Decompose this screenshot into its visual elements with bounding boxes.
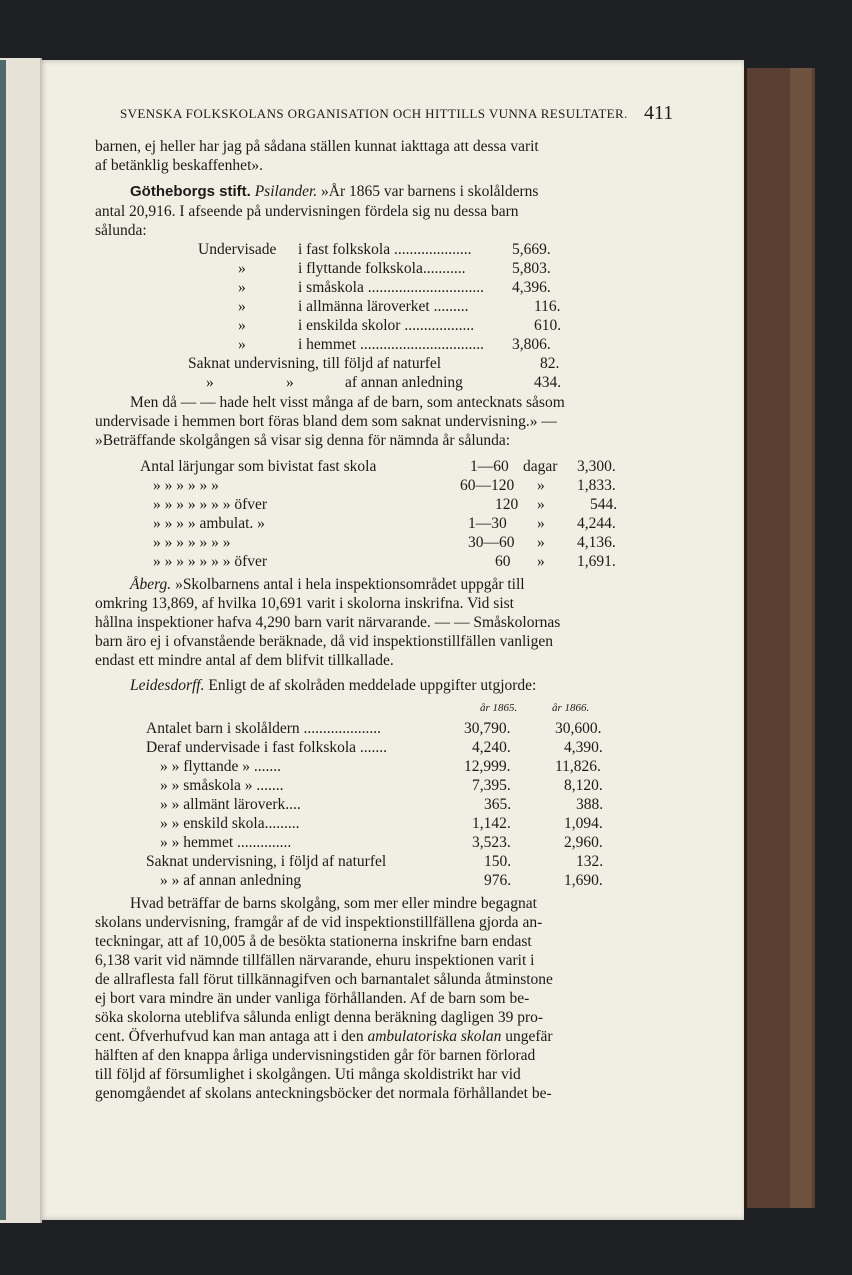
text-line: teckningar, att af 10,005 å de besökta stationerna inskrifne barn endast	[95, 933, 532, 950]
column-header: år 1865.	[480, 702, 518, 714]
table-cell: » » » » » » » öfver	[153, 553, 268, 570]
table-cell: 30—60	[468, 534, 515, 551]
table-value: 976.	[484, 872, 512, 889]
table-value: 4,244.	[577, 515, 616, 532]
table-cell: »	[238, 260, 246, 277]
text-line: af betänklig beskaffenhet».	[95, 157, 263, 174]
table-cell: i fast folkskola ....................	[298, 241, 472, 258]
text-fragment: »År 1865 var barnens i skolålderns	[321, 183, 539, 200]
table-value: 388.	[576, 796, 604, 813]
text-line: till följd af försumlighet i skolgången. Uti många skoldistrikt har vid	[95, 1066, 521, 1083]
table-value: 2,960.	[564, 834, 603, 851]
table-cell: »	[238, 317, 246, 334]
page-number: 411	[644, 102, 674, 124]
table-value: 82.	[540, 355, 560, 372]
text-line: de allraflesta fall förut tillkännagifven och barnantalet sålunda åtminstone	[95, 971, 553, 988]
table-value: 365.	[484, 796, 512, 813]
table-cell: » » flyttande » .......	[160, 758, 281, 775]
table-value: 12,999.	[464, 758, 511, 775]
left-page-edge	[0, 58, 42, 1223]
text-line: barnen, ej heller har jag på sådana ställen kunnat iakttaga att dessa varit	[95, 138, 539, 155]
table-value: 4,136.	[577, 534, 616, 551]
author-name: Leidesdorff.	[130, 677, 205, 694]
table-value: 4,240.	[472, 739, 511, 756]
table-value: 150.	[484, 853, 512, 870]
table-value: 1,094.	[564, 815, 603, 832]
text-line: söka skolorna uteblifva sålunda enligt denna beräkning dagligen 39 pro-	[95, 1009, 544, 1026]
text-fragment: ungefär	[505, 1028, 553, 1045]
table-cell: »	[537, 553, 545, 570]
table-value: 1,691.	[577, 553, 616, 570]
table-value: 4,396.	[512, 279, 551, 296]
table-cell: i enskilda skolor ..................	[298, 317, 475, 334]
text-line: genomgåendet af skolans anteckningsböcker det normala förhållandet be-	[95, 1085, 552, 1102]
text-line: hälften af den knappa årliga undervisningstiden går för barnen förlorad	[95, 1047, 536, 1064]
table-cell: » » » » ambulat. »	[153, 515, 265, 532]
table-cell: af annan anledning	[345, 374, 463, 391]
table-cell: »	[238, 336, 246, 353]
table-cell: » » » » » » »	[153, 534, 231, 551]
text-line: 6,138 varit vid nämnde tillfällen närvarande, ehuru inspektionen varit i	[95, 952, 535, 969]
table-value: 116.	[534, 298, 561, 315]
book-spine	[790, 68, 812, 1208]
author-name: Åberg.	[130, 576, 172, 593]
table-value: 3,300.	[577, 458, 616, 475]
table-cell: »	[238, 279, 246, 296]
table-cell: »	[286, 374, 294, 391]
table-cell: » » hemmet ..............	[160, 834, 292, 851]
table-value: 30,600.	[555, 720, 602, 737]
text-line	[95, 1028, 553, 1046]
emphasis: ambulatoriska skolan	[367, 1028, 502, 1045]
table-cell: » » enskild skola.........	[160, 815, 300, 832]
table-cell: dagar	[523, 458, 558, 475]
table-cell: i flyttande folkskola...........	[298, 260, 466, 277]
text-line: Hvad beträffar de barns skolgång, som mer eller mindre begagnat	[130, 895, 537, 912]
table-value: 3,806.	[512, 336, 551, 353]
aberg-line-1	[130, 576, 525, 594]
running-header: SVENSKA FOLKSKOLANS ORGANISATION OCH HITTILLS VUNNA RESULTATER.	[120, 106, 628, 121]
column-header: år 1866.	[552, 702, 590, 714]
table-cell: Antalet barn i skolåldern ....................	[146, 720, 382, 737]
table-cell: 1—60	[470, 458, 509, 475]
text-line: Men då — — hade helt visst många af de barn, som antecknats såsom	[130, 394, 565, 411]
text-fragment: »Skolbarnens antal i hela inspektionsområdet uppgår till	[175, 576, 525, 593]
table-cell: » » småskola » .......	[160, 777, 284, 794]
table-value: 1,142.	[472, 815, 511, 832]
section-heading: Götheborgs stift.	[130, 183, 251, 200]
table-value: 544.	[590, 496, 618, 513]
table-value: 30,790.	[464, 720, 511, 737]
table-cell: Deraf undervisade i fast folkskola .......	[146, 739, 388, 756]
table-cell: i småskola ..............................	[298, 279, 484, 296]
table-cell: Saknat undervisning, i följd af naturfel	[146, 853, 387, 870]
table-value: 132.	[576, 853, 604, 870]
text-line: hållna inspektioner hafva 4,290 barn varit närvarande. — — Småskolornas	[95, 614, 561, 631]
table-value: 1,833.	[577, 477, 616, 494]
text-line: undervisade i hemmen bort föras bland dem som saknat undervisning.» —	[95, 413, 557, 430]
text-fragment: Enligt de af skolråden meddelade uppgifter utgjorde:	[208, 677, 537, 694]
text-line: endast ett mindre antal af dem blifvit tillkallade.	[95, 652, 394, 669]
table-cell: i allmänna läroverket .........	[298, 298, 469, 315]
table-cell: Saknat undervisning, till följd af naturfel	[188, 355, 442, 372]
table-value: 8,120.	[564, 777, 603, 794]
text-line: sålunda:	[95, 222, 147, 239]
text-line: antal 20,916. I afseende på undervisningen fördela sig nu dessa barn	[95, 203, 519, 220]
text-fragment: cent. Öfverhufvud kan man antaga att i den	[95, 1028, 364, 1045]
text-line: »Beträffande skolgången så visar sig denna för nämnda år sålunda:	[95, 432, 511, 449]
table-cell: » » allmänt läroverk....	[160, 796, 301, 813]
table-value: 5,803.	[512, 260, 551, 277]
table-cell: 60	[495, 553, 511, 570]
table-cell: » » » » » »	[153, 477, 219, 494]
table-cell: 60—120	[460, 477, 515, 494]
table-value: 1,690.	[564, 872, 603, 889]
table-cell: » » » » » » » öfver	[153, 496, 268, 513]
book-cover-left	[0, 60, 6, 1220]
table-cell: »	[537, 534, 545, 551]
table-cell: »	[537, 477, 545, 494]
text-line: barn äro ej i ofvanstående beräknade, då vid inspektionstillfällen vanligen	[95, 633, 553, 650]
table-cell: 120	[495, 496, 519, 513]
book-page	[40, 60, 744, 1220]
table-cell: »	[206, 374, 214, 391]
table-cell: i hemmet ................................	[298, 336, 484, 353]
table-cell: » » af annan anledning	[160, 872, 302, 889]
table-value: 610.	[534, 317, 562, 334]
text-line: omkring 13,869, af hvilka 10,691 varit i skolorna inskrifna. Vid sist	[95, 595, 514, 612]
table-value: 7,395.	[472, 777, 511, 794]
author-name: Psilander.	[254, 183, 318, 200]
table-value: 11,826.	[555, 758, 601, 775]
table-cell: »	[238, 298, 246, 315]
table-value: 434.	[534, 374, 562, 391]
text-line: skolans undervisning, framgår af de vid inspektionstillfällena gjorda an-	[95, 914, 543, 931]
table-value: 3,523.	[472, 834, 511, 851]
table-cell: »	[537, 515, 545, 532]
table-value: 4,390.	[564, 739, 603, 756]
table-cell: 1—30	[468, 515, 507, 532]
table-value: 5,669.	[512, 241, 551, 258]
table-cell: »	[537, 496, 545, 513]
leid-line	[130, 677, 536, 695]
text-line: ej bort vara mindre än under vanliga förhållanden. Af de barn som be-	[95, 990, 530, 1007]
table-cell: Undervisade	[198, 241, 277, 258]
gb-line-1	[130, 183, 538, 201]
table-cell: Antal lärjungar som bivistat fast skola	[140, 458, 377, 475]
